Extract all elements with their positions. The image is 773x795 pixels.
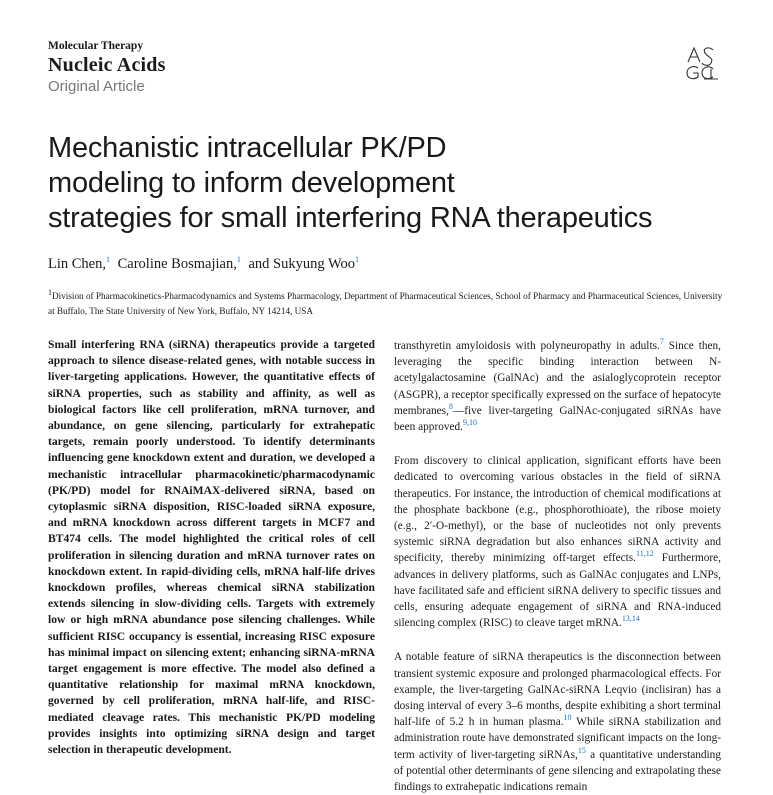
- journal-name-large: Nucleic Acids: [48, 54, 166, 76]
- author-affiliation-mark: 1: [236, 255, 241, 265]
- title-line: strategies for small interfering RNA therapeutics: [48, 202, 653, 234]
- journal-name-small: Molecular Therapy: [48, 40, 144, 52]
- citation-link[interactable]: 9,10: [463, 418, 478, 428]
- title-line: Mechanistic intracellular PK/PD: [48, 132, 447, 164]
- abstract: Small interfering RNA (siRNA) therapeutics provide a targeted approach to silence disease-related genes, with notable success in liver-targeting applications. However, the quantitative effects of siRNA properties, such as stability and affinity, as well as biological factors like cell proliferation, mRNA turnover, and abundance, on gene silencing, particularly for extrahepatic targets, remain poorly understood. To identify determinants influencing gene knockdown extent and duration, we developed a mechanistic intracellular pharmacokinetic/pharmacodynamic (PK/PD) model for RNAiMAX-delivered siRNA, based on cytoplasmic siRNA disposition, RISC-loaded siRNA exposure, and mRNA knockdown across different targets in MCF7 and BT474 cells. The model highlighted the critical roles of cell proliferation in silencing duration and mRNA turnover rates on knockdown extent. In rapid-dividing cells, mRNA half-life drives knockdown profiles, whereas chemical siRNA stabilization extends silencing in slow-dividing cells. Targets with extremely low or high mRNA abundance pose silencing challenges. While sufficient RISC occupancy is essential, increasing RISC exposure has minimal impact on silencing extent; enhancing siRNA-mRNA target engagement is more effective. The model also defined a quantitative relationship for maximal mRNA knockdown, governed by cell proliferation, mRNA half-life, and RISC-mediated cleavage rates. This mechanistic PK/PD modeling provides insights into optimizing siRNA design and target selection in therapeutic development.: [48, 338, 375, 757]
- citation-link[interactable]: 15: [577, 745, 586, 755]
- author-name: Lin Chen,: [48, 256, 106, 272]
- affiliation-text: Division of Pharmacokinetics-Pharmacodynamics and Systems Pharmacology, Department of Pharmaceutical Sciences, School of Pharmacy and Pharmaceutical Sciences, University at Buffalo, The State University of New York, Buffalo, NY 14214, USA: [48, 291, 723, 316]
- citation-link[interactable]: 8: [448, 402, 453, 412]
- title-line: modeling to inform development: [48, 167, 455, 199]
- citation-link[interactable]: 10: [563, 713, 572, 723]
- body-paragraph: [394, 649, 721, 795]
- citation-link[interactable]: 13,14: [621, 614, 640, 624]
- body-column: [394, 338, 721, 795]
- body-text: —five liver-targeting GalNAc-conjugated siRNAs have been approved.: [394, 404, 721, 434]
- body-text: From discovery to clinical application, significant efforts have been dedicated to overcoming various obstacles in the field of siRNA therapeutics. For instance, the introduction of chemical modifications at the phosphate backbone (e.g., phosphorothioate), the ribose moiety (e.g., 2′-O-methyl), or the base of nucleotides not only prevents systemic siRNA degradation but also enhances siRNA activity and specificity, thereby minimizing off-target effects.: [394, 455, 721, 565]
- author-name: and Sukyung Woo: [248, 256, 355, 272]
- body-text: Furthermore, advances in delivery platforms, such as GalNAc conjugates and LNPs, have facilitated safe and efficient siRNA delivery to specific tissues and cells, ensuring adequate engagement of siRNA and RNA-induced silencing complex (RISC) to cleave target mRNA.: [394, 552, 721, 630]
- affiliation-mark: 1: [48, 287, 52, 297]
- affiliation: [48, 289, 723, 319]
- body-text: Since then, leveraging the specific binding interaction between N-acetylgalactosamine (GalNAc) and the asialoglycoprotein receptor (ASGPR), a receptor specifically expressed on the surface of hepatocyte membranes,: [394, 340, 721, 417]
- article-title: [48, 131, 652, 236]
- citation-link[interactable]: 11,12: [636, 549, 654, 559]
- body-paragraph: [394, 338, 721, 435]
- body-text: While siRNA stabilization and administration route have demonstrated significant impacts on the long-term activity of liver-targeting siRNAs,: [394, 716, 721, 761]
- author-affiliation-mark: 1: [106, 255, 110, 265]
- asgct-logo: [682, 44, 720, 82]
- article-type-label: Original Article: [48, 78, 145, 95]
- author-name: Caroline Bosmajian,: [117, 256, 237, 272]
- author-affiliation-mark: 1: [354, 255, 359, 265]
- author-list: [48, 256, 359, 273]
- body-text: A notable feature of siRNA therapeutics is the disconnection between transient systemic exposure and prolonged pharmacological effects. For example, the liver-targeting GalNAc-siRNA Leqvio (inclisiran) has a dosing interval of every 3–6 months, despite exhibiting a short terminal half-life of 5.2 h in human plasma.: [394, 651, 721, 729]
- body-paragraph: [394, 453, 721, 631]
- citation-link[interactable]: 7: [659, 337, 664, 347]
- body-text: a quantitative understanding of potential other determinants of gene silencing and extrapolating these findings to extrahepatic indications remain: [394, 748, 721, 794]
- body-text: transthyretin amyloidosis with polyneuropathy in adults.: [394, 340, 660, 352]
